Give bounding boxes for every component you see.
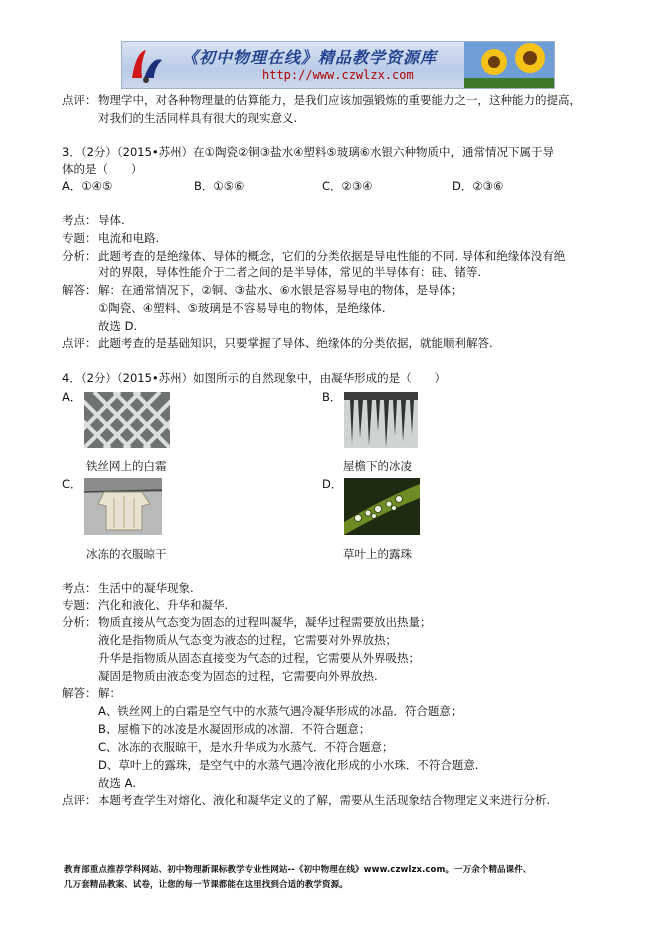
q3-zhuanti-label: 专题： [62, 231, 97, 245]
icicles-image [344, 392, 418, 448]
q4-fenxi-line1: 物质直接从气态变为固态的过程叫凝华，凝华过程需要放出热量； [98, 615, 432, 629]
q4-dianping: 本题考查学生对熔化、液化和凝华定义的了解，需要从生活现象结合物理定义来进行分析. [98, 793, 551, 807]
q4-fenxi-label: 分析： [62, 615, 97, 629]
q4-kaodian-label: 考点： [62, 581, 97, 595]
q4-option-b-letter: B． [322, 390, 342, 404]
banner-title: 《初中物理在线》精品教学资源库 [182, 48, 438, 67]
q3-fenxi-label: 分析： [62, 249, 97, 263]
q4-jieda-line1: A、铁丝网上的白霜是空气中的水蒸气遇冷凝华形成的冰晶．符合题意； [98, 704, 463, 718]
q4-fenxi-line3: 升华是指物质从固态直接变为气态的过程，它需要从外界吸热； [98, 651, 420, 665]
q3-kaodian: 导体. [98, 213, 125, 227]
top-comment-line2: 对我们的生活同样具有很大的现实意义. [98, 111, 298, 125]
q4-caption-c: 冰冻的衣服晾干 [86, 547, 167, 561]
q3-dianping: 此题考查的是基础知识，只要掌握了导体、绝缘体的分类依据，就能顺利解答. [98, 336, 493, 350]
q4-jieda-label: 解答： [62, 686, 97, 700]
frost-wire-mesh-image [84, 392, 170, 448]
header-banner [121, 41, 555, 89]
footer-line1: 教育部重点推荐学科网站、初中物理新课标教学专业性网站--《初中物理在线》www.czwlzx.com。一万余个精品课件、 [64, 865, 532, 875]
q3-option-a: A．①④⑤ [62, 179, 113, 193]
site-logo-icon [126, 44, 166, 84]
q4-jieda-line0: 解： [98, 686, 121, 700]
q4-dianping-label: 点评： [62, 793, 97, 807]
q3-option-d: D．②③⑥ [452, 179, 504, 193]
q4-option-d-letter: D． [322, 477, 343, 491]
q4-stem: 4．（2分）（2015•苏州）如图所示的自然现象中，由凝华形成的是（ ） [62, 371, 447, 385]
banner-url: http://www.czwlzx.com [262, 68, 414, 82]
top-comment-label: 点评： [62, 93, 97, 107]
q4-jieda-line3: C、冰冻的衣服晾干，是水升华成为水蒸气．不符合题意； [98, 740, 394, 754]
q3-stem-line1: 3．（2分）（2015•苏州）在①陶瓷②铜③盐水④塑料⑤玻璃⑥水银六种物质中，通常情况下属于导 [62, 145, 555, 159]
q4-jieda-line2: B、屋檐下的冰凌是水凝固形成的冰溜．不符合题意； [98, 722, 371, 736]
q4-jieda-line5: 故选 A. [98, 776, 136, 790]
q3-option-c: C．②③④ [322, 179, 373, 193]
top-comment-line1: 物理学中，对各种物理量的估算能力，是我们应该加强锻炼的重要能力之一，这种能力的提高， [98, 93, 581, 107]
q4-option-a-letter: A． [62, 390, 82, 404]
q4-fenxi-line4: 凝固是物质由液态变为固态的过程，它需要向外界放热. [98, 669, 378, 683]
q3-fenxi-line1: 此题考查的是绝缘体、导体的概念，它们的分类依据是导电性能的不同. 导体和绝缘体没有绝 [98, 249, 566, 263]
dew-grass-image [344, 478, 420, 535]
q4-caption-d: 草叶上的露珠 [343, 547, 412, 561]
q3-kaodian-label: 考点： [62, 213, 97, 227]
q3-jieda-label: 解答： [62, 283, 97, 297]
sunflower-icon [464, 42, 554, 88]
q3-option-b: B．①⑤⑥ [194, 179, 245, 193]
frozen-clothes-image [84, 478, 162, 535]
q3-jieda-line1: 解：在通常情况下，②铜、③盐水、⑥水银是容易导电的物体，是导体； [98, 283, 463, 297]
q3-zhuanti: 电流和电路. [98, 231, 160, 245]
q3-jieda-line3: 故选 D. [98, 319, 138, 333]
q4-caption-a: 铁丝网上的白霜 [86, 459, 167, 473]
q4-fenxi-line2: 液化是指物质从气态变为液态的过程，它需要对外界放热； [98, 633, 397, 647]
q4-zhuanti-label: 专题： [62, 598, 97, 612]
q4-option-c-letter: C． [62, 477, 82, 491]
q3-dianping-label: 点评： [62, 336, 97, 350]
q4-kaodian: 生活中的凝华现象. [98, 581, 194, 595]
q3-jieda-line2: ①陶瓷、④塑料、⑤玻璃是不容易导电的物体，是绝缘体. [98, 301, 386, 315]
footer-line2: 几万套精品教案、试卷，让您的每一节课都能在这里找到合适的教学资源。 [64, 880, 348, 890]
q4-jieda-line4: D、草叶上的露珠，是空气中的水蒸气遇冷液化形成的小水珠．不符合题意. [98, 758, 479, 772]
q3-fenxi-line2: 对的界限，导体性能介于二者之间的是半导体，常见的半导体有：硅、锗等. [98, 265, 482, 279]
q4-caption-b: 屋檐下的冰凌 [343, 459, 412, 473]
q4-zhuanti: 汽化和液化、升华和凝华. [98, 598, 229, 612]
q3-stem-line2: 体的是（ ） [62, 162, 143, 176]
